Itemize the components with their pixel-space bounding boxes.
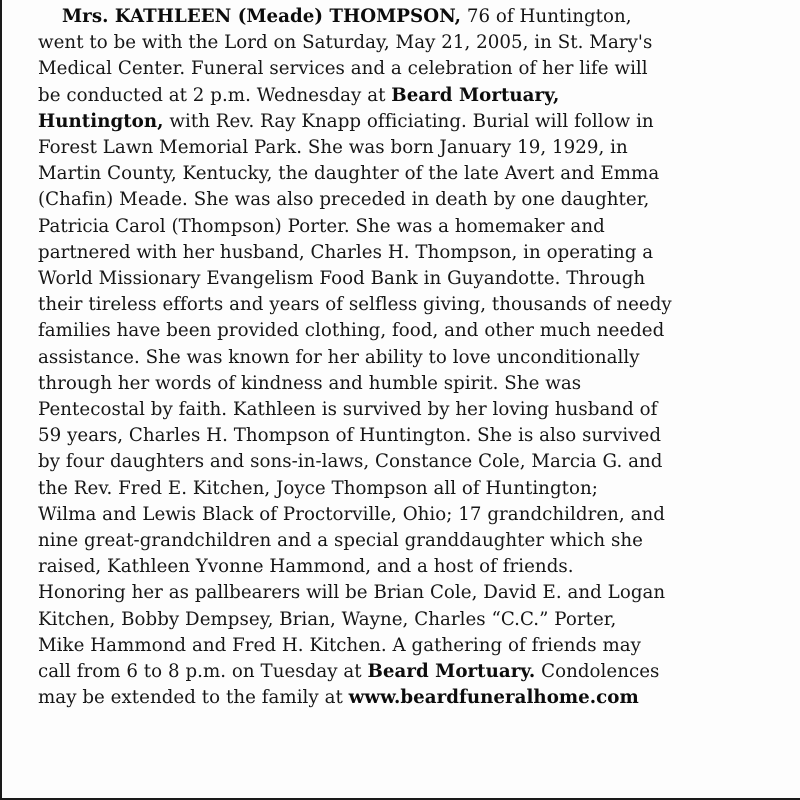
text-line-7: Martin County, Kentucky, the daughter of the late Avert and Emma: [38, 163, 660, 185]
text-line-27: may be extended to the family at www.beardfuneralhome.com: [38, 687, 639, 709]
text-line-2: went to be with the Lord on Saturday, May 21, 2005, in St. Mary's: [38, 32, 653, 54]
text-line-13: families have been provided clothing, food, and other much needed: [38, 320, 665, 342]
funeral-home-website: www.beardfuneralhome.com: [348, 687, 639, 709]
text-line-22: raised, Kathleen Yvonne Hammond, and a host of friends.: [38, 556, 574, 578]
text-line-23: Honoring her as pallbearers will be Brian Cole, David E. and Logan: [38, 582, 666, 604]
text-line-12: their tireless efforts and years of selfless giving, thousands of needy: [38, 294, 672, 316]
deceased-name: KATHLEEN (Meade) THOMPSON,: [114, 6, 462, 27]
text-line-18: by four daughters and sons-in-laws, Constance Cole, Marcia G. and: [38, 451, 663, 473]
text-line-25: Mike Hammond and Fred H. Kitchen. A gathering of friends may: [38, 634, 641, 656]
text-line-20: Wilma and Lewis Black of Proctorville, Ohio; 17 grandchildren, and: [38, 503, 665, 525]
text-line-9: Patricia Carol (Thompson) Porter. She was a homemaker and: [38, 215, 605, 237]
text-line-19: the Rev. Fred E. Kitchen, Joyce Thompson all of Huntington;: [38, 477, 598, 499]
mortuary-city: Huntington,: [38, 110, 164, 132]
text-line-6: Forest Lawn Memorial Park. She was born January 19, 1929, in: [38, 137, 628, 159]
text-line-14: assistance. She was known for her ability to love unconditionally: [38, 346, 640, 368]
name-prefix: Mrs.: [62, 6, 115, 27]
text-line-1: Mrs. KATHLEEN (Meade) THOMPSON, 76 of Huntington,: [62, 6, 632, 27]
text-line-15: through her words of kindness and humble spirit. She was: [38, 372, 582, 394]
text-line-21: nine great-grandchildren and a special granddaughter which she: [38, 530, 643, 552]
text-line-5: Huntington, with Rev. Ray Knapp officiating. Burial will follow in: [38, 110, 654, 132]
obituary-text: [38, 4, 788, 711]
text-line-16: Pentecostal by faith. Kathleen is survived by her loving husband of: [38, 399, 658, 421]
mortuary-name: Beard Mortuary,: [391, 84, 560, 106]
text-line-26: call from 6 to 8 p.m. on Tuesday at Beard Mortuary. Condolences: [38, 661, 660, 683]
text-line-17: 59 years, Charles H. Thompson of Huntington. She is also survived: [38, 425, 662, 447]
text-line-4: be conducted at 2 p.m. Wednesday at Beard Mortuary,: [38, 84, 560, 106]
text-line-11: World Missionary Evangelism Food Bank in Guyandotte. Through: [38, 268, 646, 290]
text-line-3: Medical Center. Funeral services and a celebration of her life will: [38, 58, 648, 80]
text-line-10: partnered with her husband, Charles H. Thompson, in operating a: [38, 241, 654, 263]
mortuary-name-closing: Beard Mortuary.: [367, 661, 536, 683]
text-line-24: Kitchen, Bobby Dempsey, Brian, Wayne, Charles “C.C.” Porter,: [38, 608, 617, 630]
text-line-8: (Chafin) Meade. She was also preceded in death by one daughter,: [38, 189, 650, 211]
